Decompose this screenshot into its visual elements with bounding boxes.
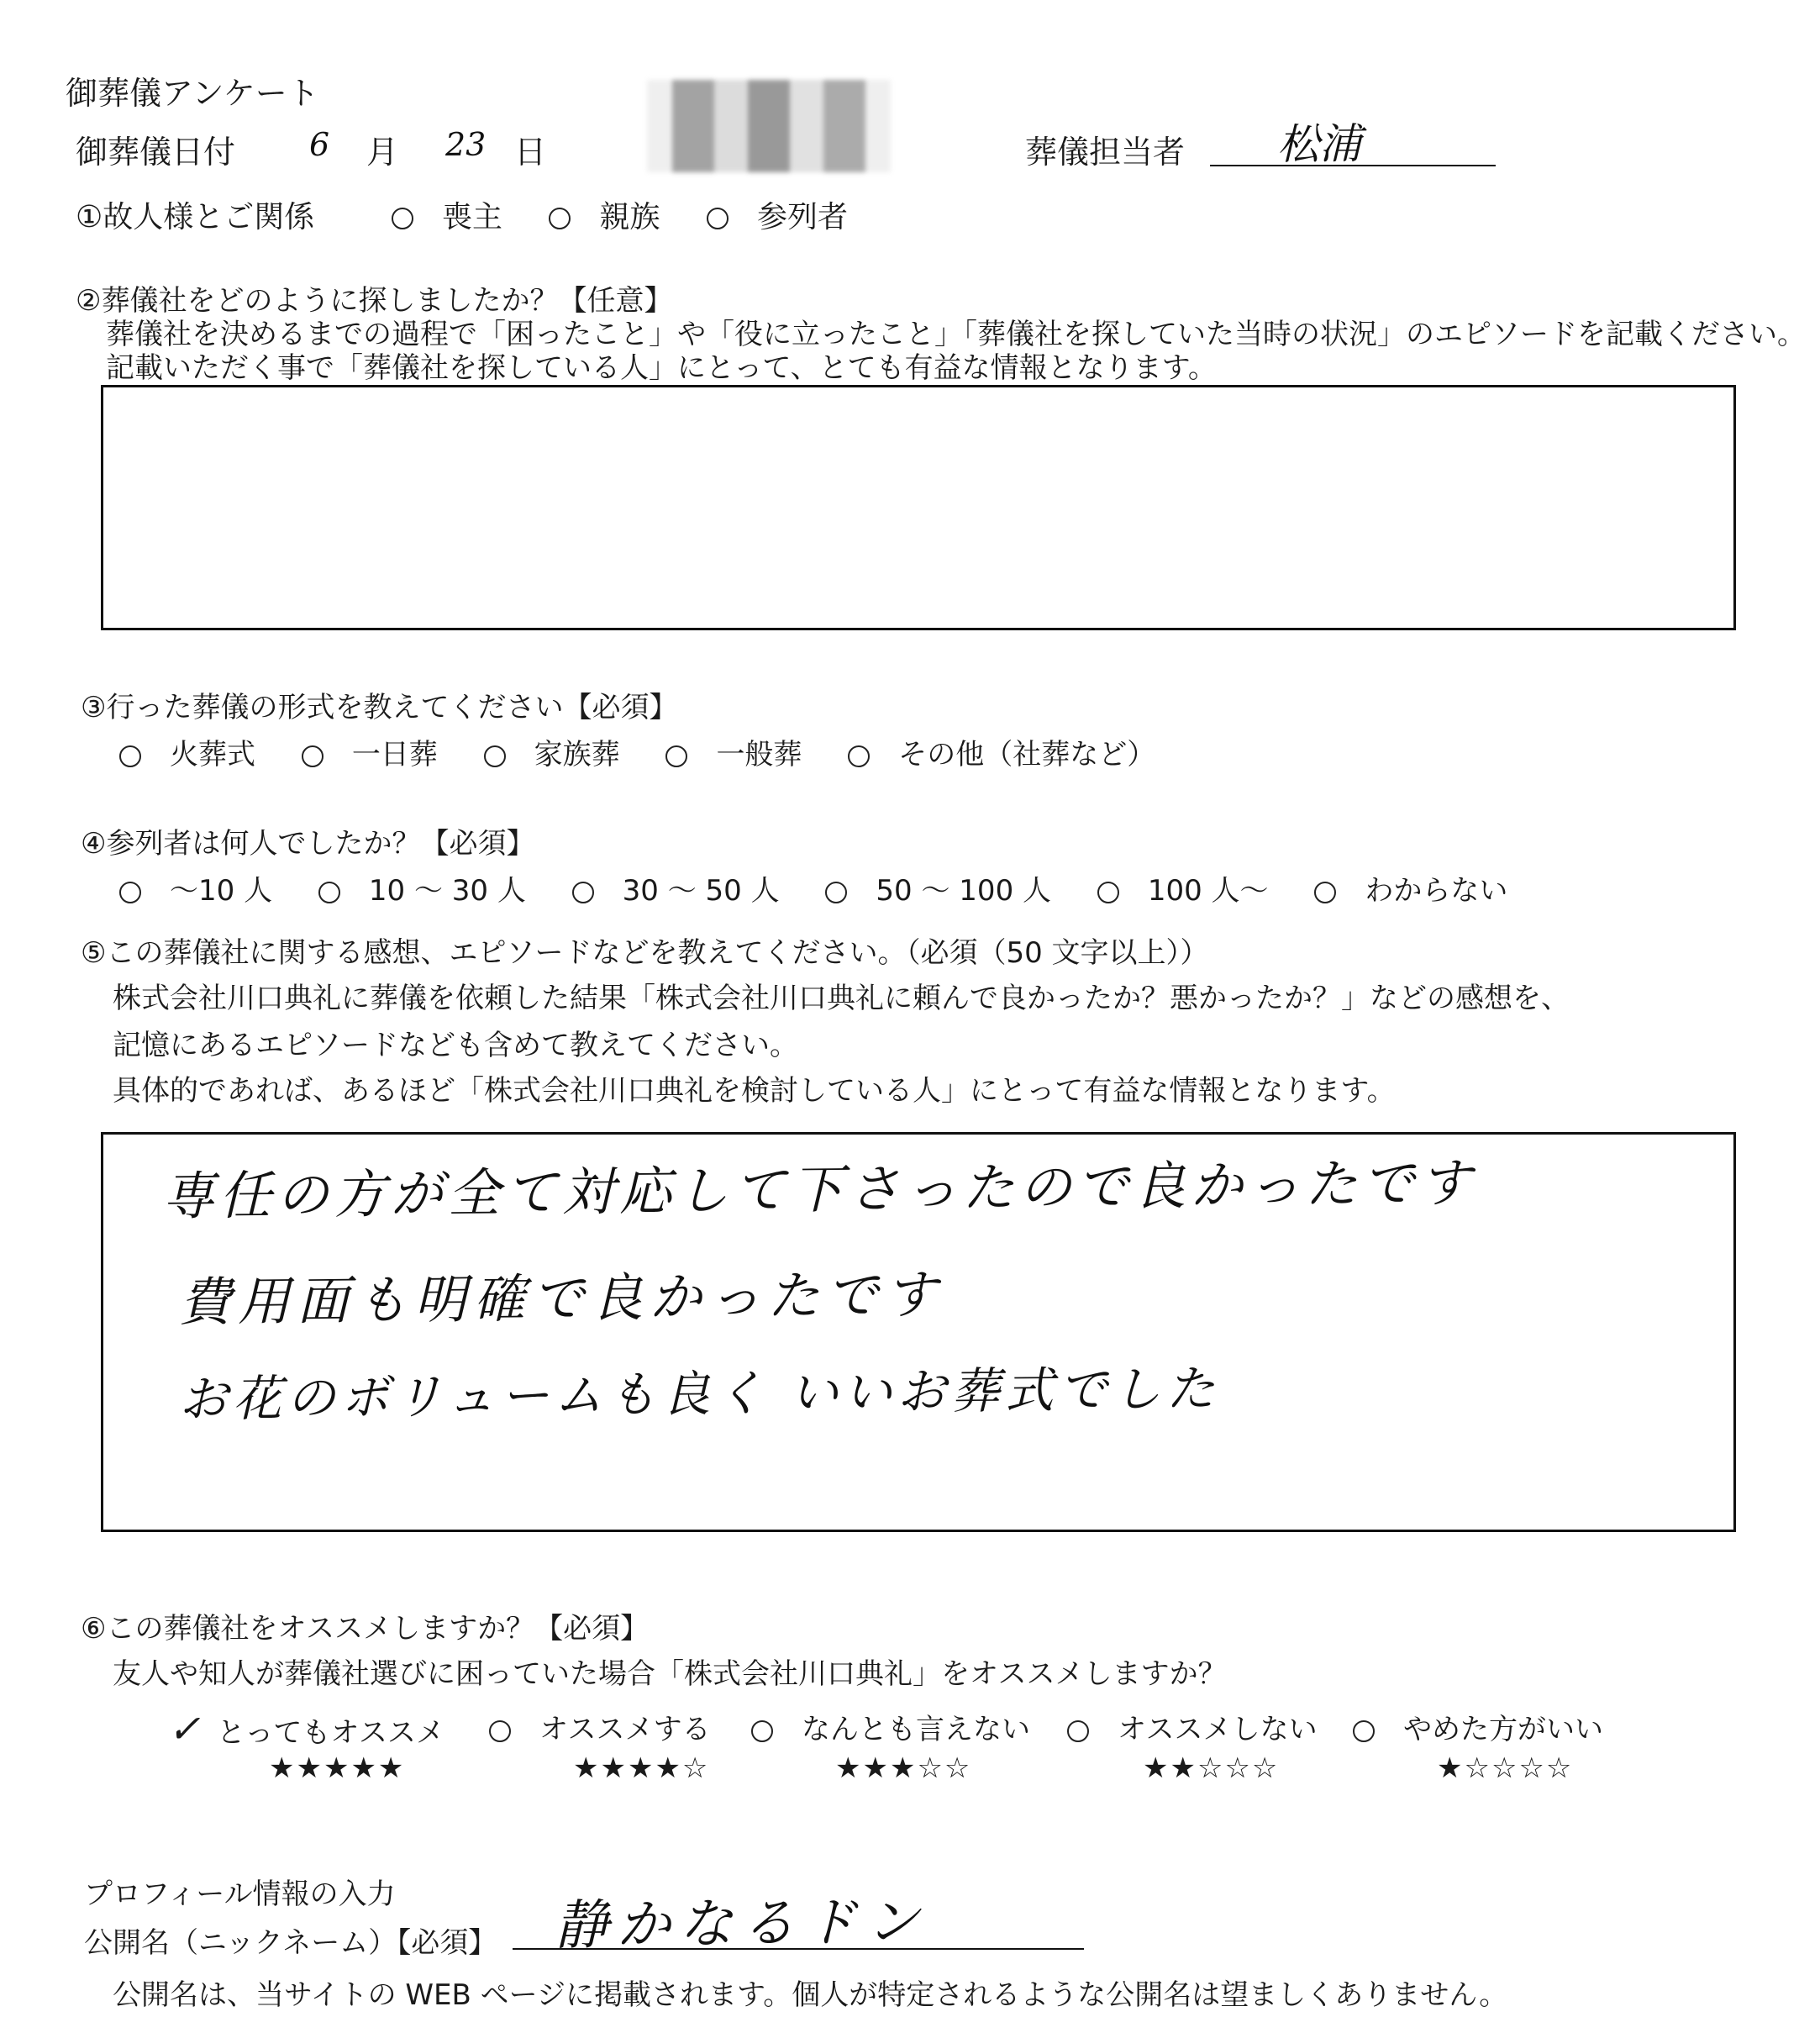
four-stars-rating: ★★★★☆ bbox=[573, 1751, 710, 1785]
nickname-value[interactable]: 静かなるドン bbox=[554, 1891, 928, 1957]
checkmark-icon[interactable]: ✓ bbox=[168, 1706, 201, 1751]
q1-option-relative[interactable]: 親族 bbox=[549, 193, 660, 236]
profile-title: プロフィール情報の入力 bbox=[84, 1877, 396, 1911]
radio-icon[interactable] bbox=[825, 882, 847, 903]
q2-answer-box[interactable] bbox=[101, 385, 1736, 630]
q3-option-other[interactable]: その他（社葬など） bbox=[848, 731, 1155, 772]
radio-icon[interactable] bbox=[1097, 882, 1119, 903]
q5-answer-line-3: お花のボリュームも良く いいお葬式でした bbox=[178, 1360, 1221, 1428]
q1-option-chief-mourner[interactable]: 喪主 bbox=[392, 193, 502, 236]
q6-option-highly-recommend[interactable]: ✓ とってもオススメ ★★★★★ bbox=[168, 1706, 444, 1785]
radio-icon[interactable] bbox=[392, 208, 413, 229]
q3-title: ③行った葬儀の形式を教えてください【必須】 bbox=[81, 691, 678, 724]
q1-option-attendee[interactable]: 参列者 bbox=[707, 193, 848, 236]
q4-title: ④参列者は何人でしたか？【必須】 bbox=[81, 827, 535, 861]
q5-answer-line-2: 費用面も明確で良かったです bbox=[178, 1263, 944, 1333]
nickname-label: 公開名（ニックネーム）【必須】 bbox=[84, 1926, 497, 1960]
radio-icon[interactable] bbox=[302, 745, 323, 767]
q1-options bbox=[392, 193, 885, 236]
radio-icon[interactable] bbox=[1353, 1720, 1375, 1742]
two-stars-rating: ★★☆☆☆ bbox=[1143, 1751, 1280, 1785]
q4-option-100-plus[interactable]: 100 人～ bbox=[1097, 867, 1269, 908]
q5-answer-line-1: 専任の方が全て対応して下さったので良かったです bbox=[161, 1151, 1477, 1227]
radio-icon[interactable] bbox=[119, 745, 141, 767]
staff-value: 松浦 bbox=[1276, 118, 1362, 169]
q4-option-under-10[interactable]: ～10 人 bbox=[119, 867, 272, 908]
radio-icon[interactable] bbox=[549, 208, 571, 229]
one-star-rating: ★☆☆☆☆ bbox=[1437, 1751, 1574, 1785]
staff-underline bbox=[1210, 165, 1496, 166]
q5-description-2: 記憶にあるエピソードなども含めて教えてください。 bbox=[113, 1029, 798, 1062]
q3-options bbox=[119, 731, 1192, 772]
redacted-name-area bbox=[647, 80, 891, 172]
q4-option-10-30[interactable]: 10 ～ 30 人 bbox=[318, 867, 526, 908]
radio-icon[interactable] bbox=[848, 745, 870, 767]
radio-icon[interactable] bbox=[318, 882, 340, 903]
q5-answer-box[interactable] bbox=[101, 1132, 1736, 1532]
q4-option-unknown[interactable]: わからない bbox=[1314, 867, 1507, 908]
radio-icon[interactable] bbox=[751, 1720, 773, 1742]
q3-option-family[interactable]: 家族葬 bbox=[484, 731, 620, 772]
funeral-month-label: 月 bbox=[366, 134, 399, 171]
q4-option-50-100[interactable]: 50 ～ 100 人 bbox=[825, 867, 1051, 908]
nickname-underline bbox=[513, 1948, 1084, 1950]
radio-icon[interactable] bbox=[572, 882, 594, 903]
q2-description-1: 葬儀社を決めるまでの過程で「困ったこと」や「役に立ったこと」「葬儀社を探していた当時の状況」のエピソードを記載ください。 bbox=[106, 318, 1806, 351]
three-stars-rating: ★★★☆☆ bbox=[835, 1751, 972, 1785]
funeral-month-value: 6 bbox=[308, 125, 330, 163]
radio-icon[interactable] bbox=[665, 745, 687, 767]
q2-description-2: 記載いただく事で「葬儀社を探している人」にとって、とても有益な情報となります。 bbox=[106, 351, 1217, 385]
radio-icon[interactable] bbox=[489, 1720, 511, 1742]
q5-title: ⑤この葬儀社に関する感想、エピソードなどを教えてください。（必須（50 文字以上）） bbox=[81, 936, 1209, 970]
q3-option-general[interactable]: 一般葬 bbox=[665, 731, 802, 772]
q6-option-recommend[interactable]: オススメする ★★★★☆ bbox=[489, 1706, 711, 1747]
q1-label: ①故人様とご関係 bbox=[76, 200, 315, 234]
q5-description-3: 具体的であれば、あるほど「株式会社川口典礼を検討している人」にとって有益な情報となります。 bbox=[113, 1074, 1396, 1108]
five-stars-rating: ★★★★★ bbox=[269, 1751, 406, 1785]
q3-option-one-day[interactable]: 一日葬 bbox=[302, 731, 438, 772]
q6-option-neutral[interactable]: なんとも言えない ★★★☆☆ bbox=[751, 1706, 1030, 1747]
q6-options bbox=[168, 1706, 1647, 1798]
staff-label: 葬儀担当者 bbox=[1025, 134, 1186, 171]
q6-option-avoid[interactable]: やめた方がいい ★☆☆☆☆ bbox=[1353, 1706, 1603, 1747]
radio-icon[interactable] bbox=[1314, 882, 1336, 903]
q5-description-1: 株式会社川口典礼に葬儀を依頼した結果「株式会社川口典礼に頼んで良かったか？悪かったか？」などの感想を、 bbox=[113, 982, 1570, 1015]
nickname-note: 公開名は、当サイトの WEB ページに掲載されます。個人が特定されるような公開名は望ましくありません。 bbox=[113, 1978, 1508, 2012]
q4-option-30-50[interactable]: 30 ～ 50 人 bbox=[572, 867, 780, 908]
q3-option-cremation[interactable]: 火葬式 bbox=[119, 731, 255, 772]
radio-icon[interactable] bbox=[119, 882, 141, 903]
radio-icon[interactable] bbox=[484, 745, 506, 767]
funeral-date-label: 御葬儀日付 bbox=[76, 134, 236, 171]
q6-title: ⑥この葬儀社をオススメしますか？【必須】 bbox=[81, 1612, 650, 1646]
funeral-day-label: 日 bbox=[514, 134, 547, 171]
survey-title: 御葬儀アンケート bbox=[66, 75, 319, 112]
radio-icon[interactable] bbox=[1067, 1720, 1089, 1742]
q6-option-not-recommend[interactable]: オススメしない ★★☆☆☆ bbox=[1067, 1706, 1318, 1747]
q2-title: ②葬儀社をどのように探しましたか？【任意】 bbox=[76, 284, 673, 318]
q6-description: 友人や知人が葬儀社選びに困っていた場合「株式会社川口典礼」をオススメしますか？ bbox=[113, 1657, 1227, 1691]
radio-icon[interactable] bbox=[707, 208, 729, 229]
funeral-day-value: 23 bbox=[444, 125, 487, 163]
q4-options bbox=[119, 867, 1544, 908]
